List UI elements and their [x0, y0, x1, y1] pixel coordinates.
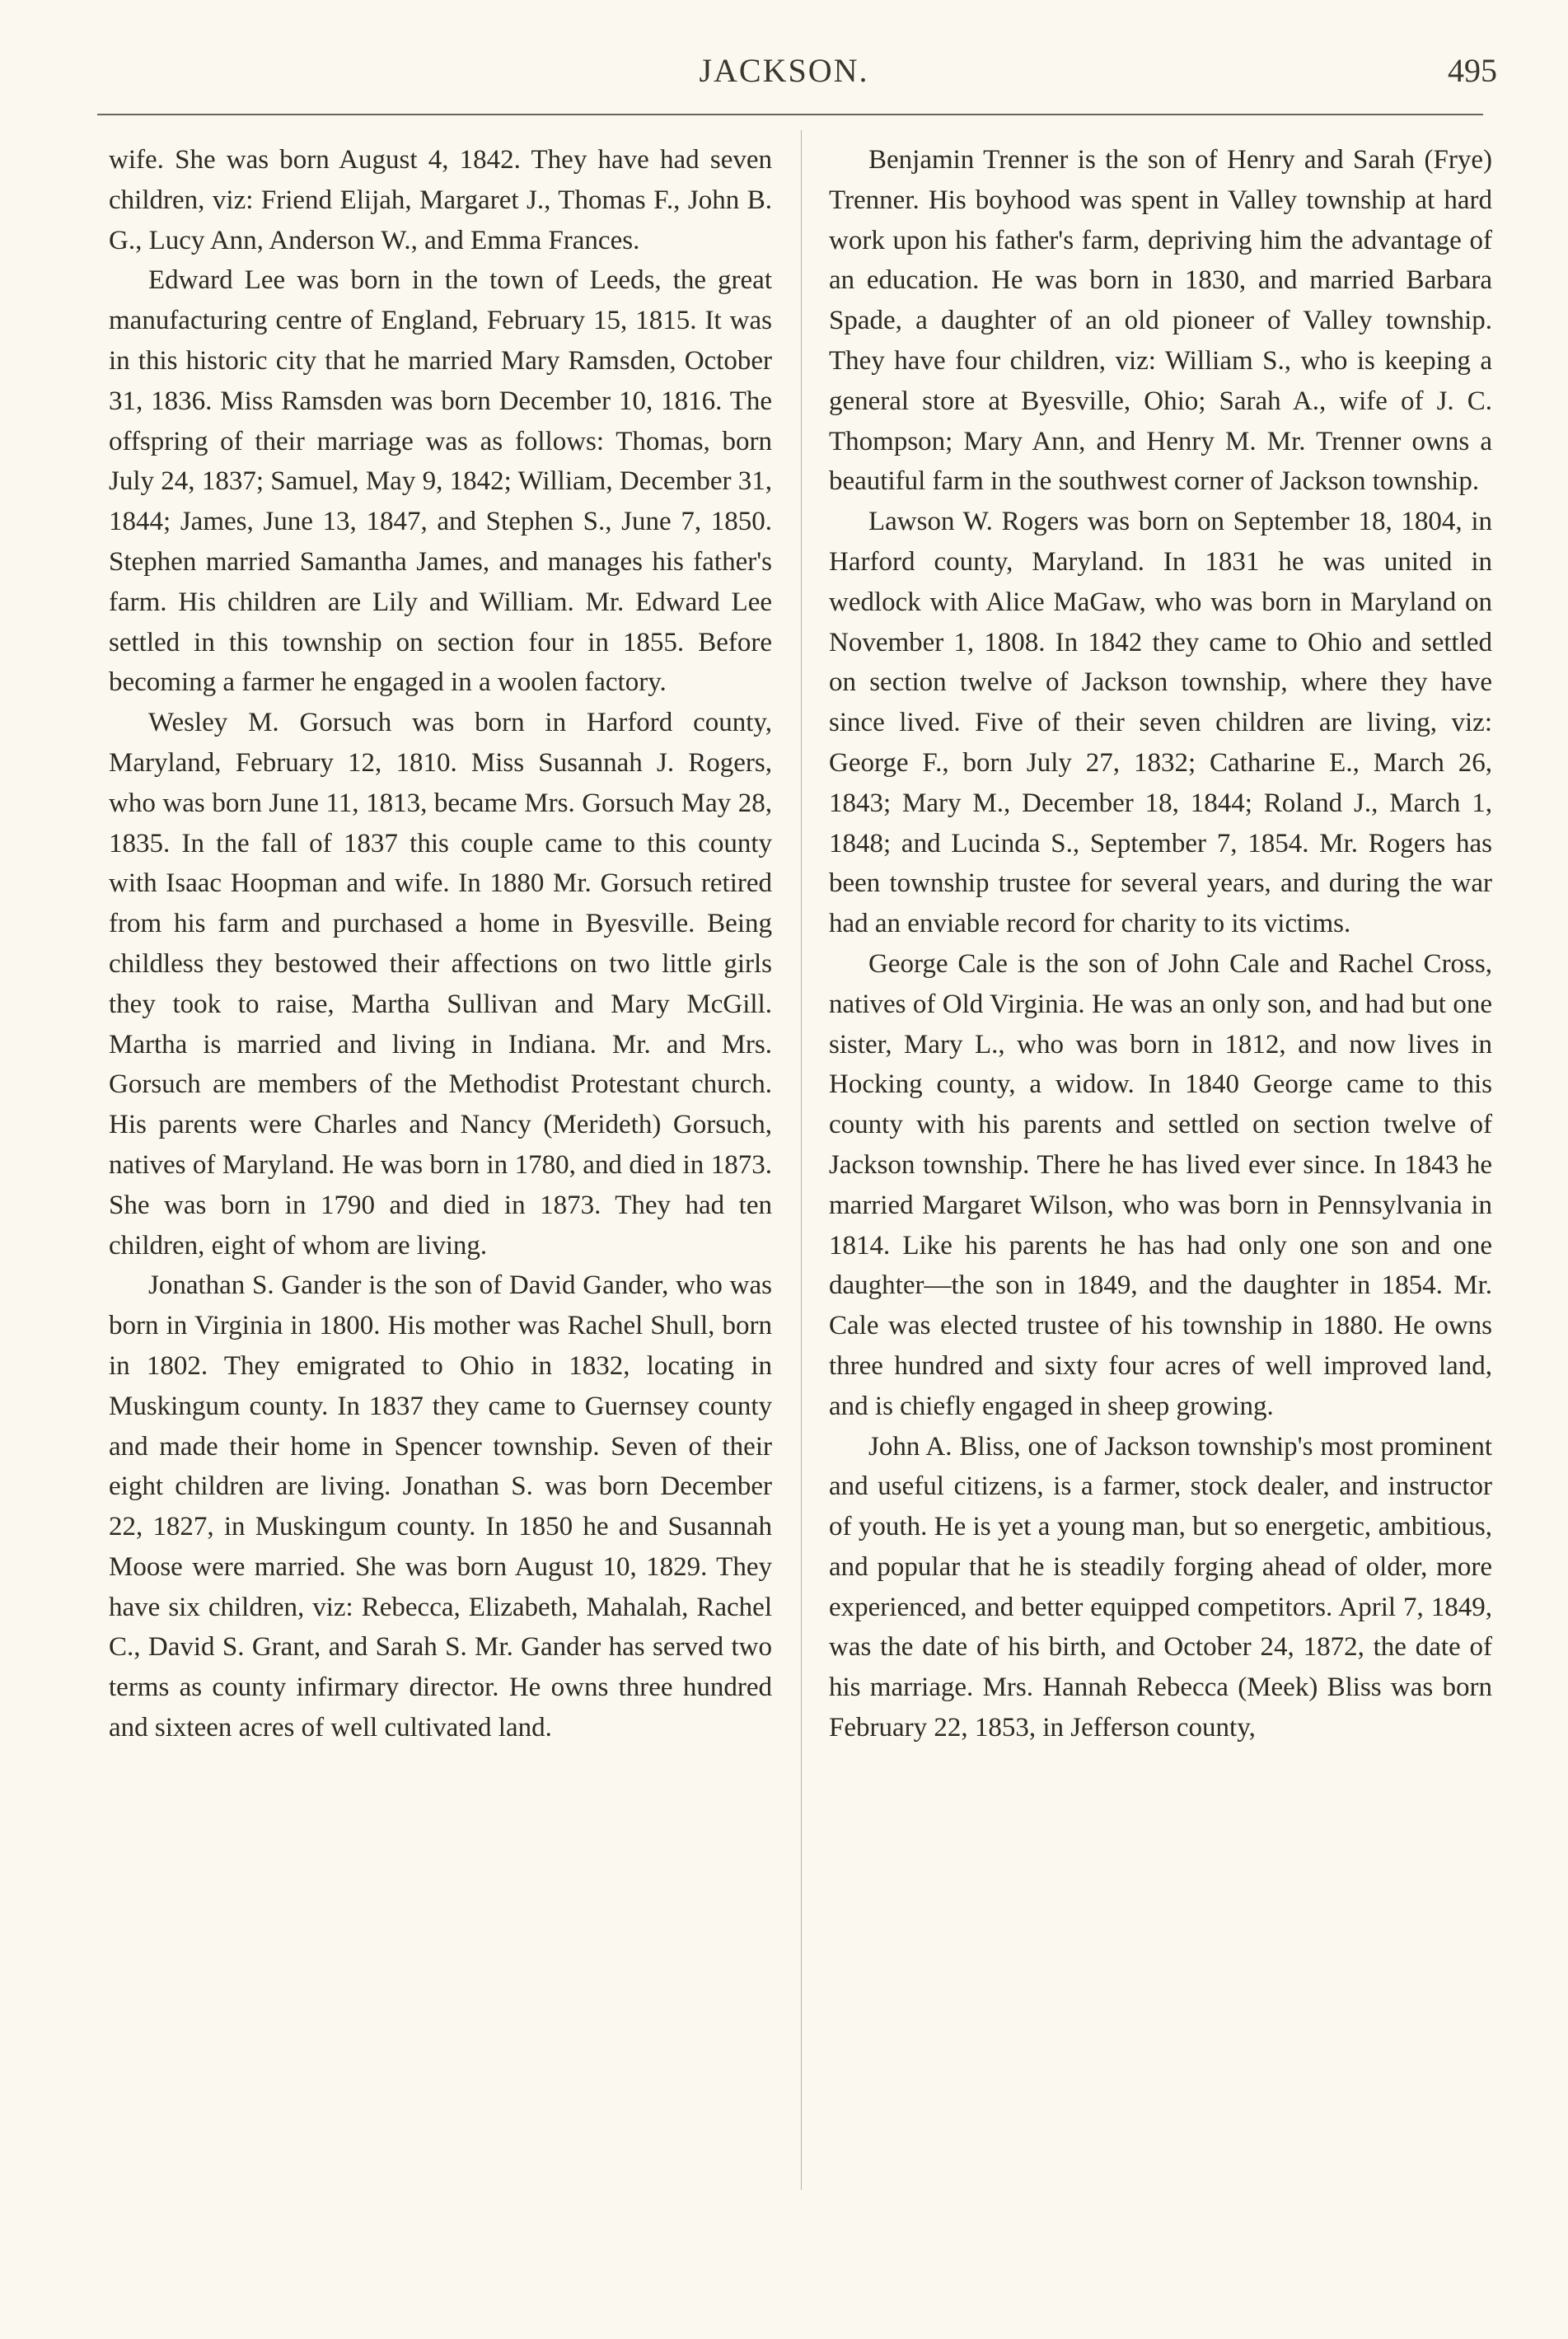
column-divider: [801, 130, 802, 2190]
running-head-title: JACKSON.: [699, 52, 869, 89]
paragraph-jonathan-gander: Jonathan S. Gander is the son of David Gander, who was born in Virginia in 1800. His mother was Rachel Shull, born in 1802. They emigrated to Ohio in 1832, locating in Muskingum county. In 1837 they came to Guernsey county and made their home in Spencer township. Seven of their eight children are living. Jonathan S. was born December 22, 1827, in Muskingum county. In 1850 he and Susannah Moose were married. She was born August 10, 1829. They have six children, viz: Rebecca, Elizabeth, Mahalah, Rachel C., David S. Grant, and Sarah S. Mr. Gander has served two terms as county infirmary director. He owns three hundred and sixteen acres of well cultivated land.: [109, 1270, 772, 1743]
paragraph-continued: wife. She was born August 4, 1842. They have had seven children, viz: Friend Elijah, Margaret J., Thomas F., John B. G., Lucy Ann, Anderson W., and Emma Frances.: [109, 145, 772, 255]
left-column: [109, 140, 772, 1748]
paragraph-benjamin-trenner: Benjamin Trenner is the son of Henry and Sarah (Frye) Trenner. His boyhood was spent in Valley township at hard work upon his father's farm, depriving him the advantage of an education. He was born in 1830, and married Barbara Spade, a daughter of an old pioneer of Valley township. They have four children, viz: William S., who is keeping a general store at Byesville, Ohio; Sarah A., wife of J. C. Thompson; Mary Ann, and Henry M. Mr. Trenner owns a beautiful farm in the southwest corner of Jackson township.: [829, 145, 1492, 497]
paragraph-lawson-rogers: Lawson W. Rogers was born on September 18, 1804, in Harford county, Maryland. In 1831 he was united in wedlock with Alice MaGaw, who was born in Maryland on November 1, 1808. In 1842 they came to Ohio and settled on section twelve of Jackson township, where they have since lived. Five of their seven children are living, viz: George F., born July 27, 1832; Catharine E., March 26, 1843; Mary M., December 18, 1844; Roland J., March 1, 1848; and Lucinda S., September 7, 1854. Mr. Rogers has been township trustee for several years, and during the war had an enviable record for charity to its victims.: [829, 507, 1492, 939]
paragraph-john-bliss: John A. Bliss, one of Jackson township's most prominent and useful citizens, is a farmer, stock dealer, and instructor of youth. He is yet a young man, but so energetic, ambitious, and popular that he is steadily forging ahead of older, more experienced, and better equipped competitors. April 7, 1849, was the date of his birth, and October 24, 1872, the date of his marriage. Mrs. Hannah Rebecca (Meek) Bliss was born February 22, 1853, in Jefferson county,: [829, 1431, 1492, 1743]
right-column: [829, 140, 1492, 1748]
paragraph-edward-lee: Edward Lee was born in the town of Leeds, the great manufacturing centre of England, February 15, 1815. It was in this historic city that he married Mary Ramsden, October 31, 1836. Miss Ramsden was born December 10, 1816. The offspring of their marriage was as follows: Thomas, born July 24, 1837; Samuel, May 9, 1842; William, December 31, 1844; James, June 13, 1847, and Stephen S., June 7, 1850. Stephen married Samantha James, and manages his father's farm. His children are Lily and William. Mr. Edward Lee settled in this township on section four in 1855. Before becoming a farmer he engaged in a woolen factory.: [109, 265, 772, 698]
page-number: 495: [1448, 52, 1497, 89]
header-rule: [97, 114, 1483, 115]
paragraph-wesley-gorsuch: Wesley M. Gorsuch was born in Harford county, Maryland, February 12, 1810. Miss Susannah J. Rogers, who was born June 11, 1813, became Mrs. Gorsuch May 28, 1835. In the fall of 1837 this couple came to this county with Isaac Hoopman and wife. In 1880 Mr. Gorsuch retired from his farm and purchased a home in Byesville. Being childless they bestowed their affections on two little girls they took to raise, Martha Sullivan and Mary McGill. Martha is married and living in Indiana. Mr. and Mrs. Gorsuch are members of the Methodist Protestant church. His parents were Charles and Nancy (Merideth) Gorsuch, natives of Maryland. He was born in 1780, and died in 1873. She was born in 1790 and died in 1873. They had ten children, eight of whom are living.: [109, 708, 772, 1261]
paragraph-george-cale: George Cale is the son of John Cale and Rachel Cross, natives of Old Virginia. He was an only son, and had but one sister, Mary L., who was born in 1812, and now lives in Hocking county, a widow. In 1840 George came to this county with his parents and settled on section twelve of Jackson township. There he has lived ever since. In 1843 he married Margaret Wilson, who was born in Pennsylvania in 1814. Like his parents he has had only one son and one daughter—the son in 1849, and the daughter in 1854. Mr. Cale was elected trustee of his township in 1880. He owns three hundred and sixty four acres of well improved land, and is chiefly engaged in sheep growing.: [829, 948, 1492, 1421]
